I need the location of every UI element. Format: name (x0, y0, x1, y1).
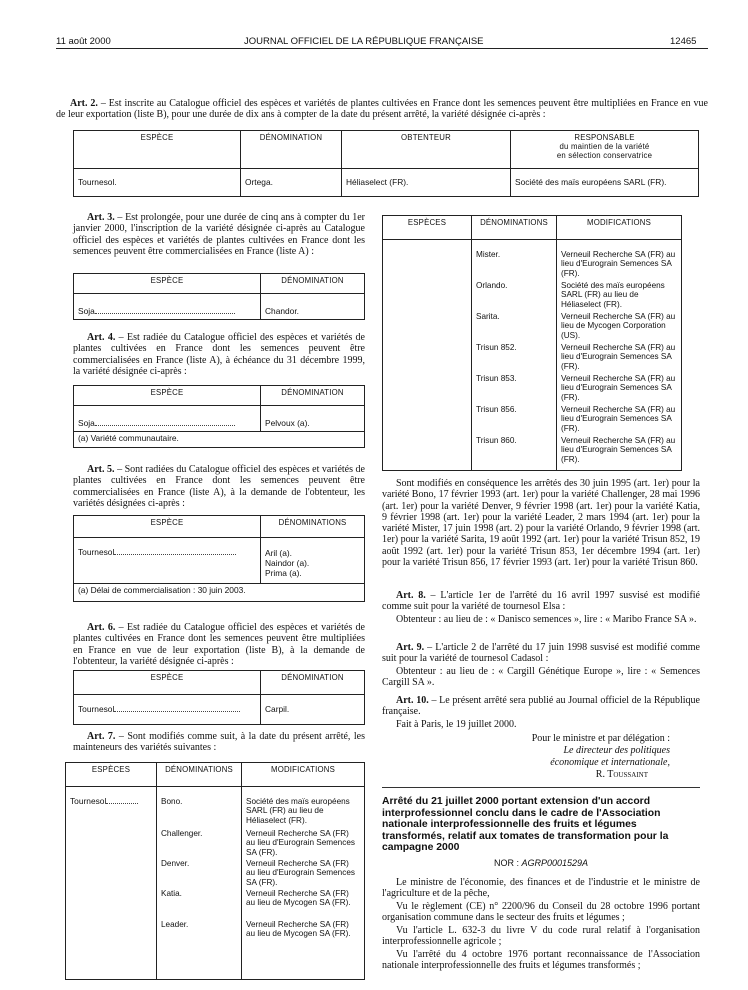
article-6-text: – Est radiée du Catalogue officiel des espèces et variétés de plantes cultivées en France dont les semences peuvent être multipliées en France en vue de leur exportation (liste B), à la demande de l'obtenteur, la variété désignée ci-après : (73, 622, 365, 667)
article-10-text: – Le présent arrêté sera publié au Journal officiel de la République française. (382, 695, 700, 718)
cell-denomination: Pelvoux (a). (261, 406, 365, 432)
cell-modifications: Verneuil Recherche SA (FR) au lieu d'Eurograin Semences SA (FR). Société des maïs européens SARL (FR) au lieu de Héliaselect (FR). Verneuil Recherche SA (FR) au lieu de Mycogen Corporation (US). Verneuil Recherche SA (FR) au lieu d'Eurograin Semences SA (FR). Verneuil Recherche SA (FR) au lieu d'Eurograin Semences SA (FR). Verneuil Recherche SA (FR) au lieu d'Eurograin Semences SA (FR). Verneuil Recherche SA (FR) au lieu d'Eurograin Semences SA (FR). (557, 240, 682, 471)
article-6 (73, 622, 365, 667)
header-page-number: 12465 (670, 36, 697, 47)
table-article-7-continued (382, 215, 682, 471)
table-article-5 (73, 515, 365, 602)
arrete-p3: Vu l'article L. 632-3 du livre V du code rural relatif à l'organisation interprofessionnelle agricole ; (382, 925, 700, 948)
cell-obtenteur: Héliaselect (FR). (342, 169, 511, 197)
col-denomination: DÉNOMINATION (241, 131, 342, 169)
header-title: JOURNAL OFFICIEL DE LA RÉPUBLIQUE FRANÇAISE (244, 36, 484, 47)
col-modifications: MODIFICATIONS (557, 216, 682, 240)
col-espece: ESPÈCE (74, 274, 261, 294)
article-10-label: Art. 10. (396, 695, 429, 706)
col-obtenteur: OBTENTEUR (342, 131, 511, 169)
article-5 (73, 464, 365, 509)
article-5-text: – Sont radiées du Catalogue officiel des espèces et variétés de plantes cultivées en France dont les semences peuvent être commercialisées en France (liste A), à la demande de l'obtenteur, les variétés désignées ci-après : (73, 464, 365, 509)
article-9-sub: Obtenteur : au lieu de : « Cargill Génétique Europe », lire : « Semences Cargill SA ». (382, 666, 700, 689)
signature-line-3: économique et internationale, (550, 757, 670, 768)
article-8-label: Art. 8. (396, 590, 426, 601)
table-article-2 (73, 130, 699, 197)
col-denominations: DÉNOMINATIONS (157, 763, 242, 787)
arrete-title: Arrêté du 21 juillet 2000 portant extension d'un accord interprofessionnel conclu dans le cadre de l'Association nationale interprofessionnelle des fruits et légumes transformés, relatif aux tomates de transformation pour la campagne 2000 (382, 796, 669, 854)
col-denominations: DÉNOMINATIONS (472, 216, 557, 240)
table-footnote: (a) Variété communautaire. (74, 432, 365, 448)
cell-espece: Tournesol. (74, 169, 241, 197)
article-3 (73, 212, 365, 257)
table-footnote: (a) Délai de commercialisation : 30 juin 2003. (74, 584, 365, 602)
signature-name: R. Toussaint (595, 769, 648, 780)
signature-line-2: Le directeur des politiques (563, 745, 670, 756)
article-6-label: Art. 6. (87, 622, 116, 633)
col-denomination: DÉNOMINATION (261, 386, 365, 406)
fait-a-paris: Fait à Paris, le 19 juillet 2000. (396, 719, 517, 730)
arrete-p1: Le ministre de l'économie, des finances et de l'industrie et le ministre de l'agriculture et de la pêche, (382, 877, 700, 900)
col-responsable: RESPONSABLE du maintien de la variété en sélection conservatrice (511, 131, 699, 169)
cell-denominations: Bono. Challenger. Denver. Katia. Leader. (157, 787, 242, 980)
article-2 (56, 98, 708, 121)
cell-espece: Tournesol (66, 787, 157, 980)
article-4-text: – Est radiée du Catalogue officiel des espèces et variétés de plantes cultivées en France dont les semences peuvent être commercialisées en France (liste A), à échéance du 31 décembre 1999, la variété désignée ci-après : (73, 332, 365, 377)
article-3-text: – Est prolongée, pour une durée de cinq ans à compter du 1er janvier 2000, l'inscription de la variété désignée ci-après au Catalogue officiel des espèces et variétés de plantes cultivées en France dont les semences peuvent être commercialisées en France (liste A) : (73, 212, 365, 257)
article-3-label: Art. 3. (87, 212, 115, 223)
header-date: 11 août 2000 (56, 36, 111, 47)
col-denominations: DÉNOMINATIONS (261, 516, 365, 538)
article-5-label: Art. 5. (87, 464, 115, 475)
article-9 (382, 642, 700, 665)
nor-reference: NOR : AGRP0001529A (493, 858, 589, 868)
article-2-label: Art. 2. (70, 98, 98, 109)
arrete-p2: Vu le règlement (CE) n° 2200/96 du Conseil du 28 octobre 1996 portant organisation commune dans le secteur des fruits et légumes ; (382, 901, 700, 924)
col-espece: ESPÈCE (74, 671, 261, 695)
article-8 (382, 590, 700, 613)
cell-denomination: Chandor. (261, 294, 365, 320)
article-7-text: – Sont modifiés comme suit, à la date du présent arrêté, les mainteneurs des variétés suivantes : (73, 731, 365, 754)
col-denomination: DÉNOMINATION (261, 671, 365, 695)
cell-espece: Tournesol (74, 538, 261, 584)
signature-line-1: Pour le ministre et par délégation : (531, 733, 670, 744)
cell-denominations: Aril (a). Naindor (a). Prima (a). (261, 538, 365, 584)
article-4 (73, 332, 365, 377)
section-separator (382, 787, 700, 788)
cell-denomination: Ortega. (241, 169, 342, 197)
cell-modifications: Société des maïs européens SARL (FR) au lieu de Héliaselect (FR). Verneuil Recherche SA (FR) au lieu d'Eurograin Semences SA (FR). Verneuil Recherche SA (FR) au lieu d'Eurograin Semences SA (FR). Verneuil Recherche SA (FR) au lieu de Mycogen SA (FR). Verneuil Recherche SA (FR) au lieu de Mycogen SA (FR). (242, 787, 365, 980)
article-8-text: – L'article 1er de l'arrêté du 16 avril 1997 susvisé est modifié comme suit pour la variété de tournesol Elsa : (382, 590, 700, 613)
article-10 (382, 695, 700, 718)
col-especes: ESPÈCES (383, 216, 472, 240)
arrete-p4: Vu l'arrêté du 4 octobre 1976 portant reconnaissance de l'Association nationale interprofessionnelle des fruits et légumes transformés ; (382, 949, 700, 972)
article-2-text: – Est inscrite au Catalogue officiel des espèces et variétés de plantes cultivées en France dont les semences peuvent être multipliées en France en vue de leur exportation (liste B), pour une durée de dix ans à compter de la date du présent arrêté, la variété désignée ci-après : (56, 98, 708, 121)
cell-espece: Soja (74, 406, 261, 432)
article-7 (73, 731, 365, 754)
cell-responsable: Société des maïs européens SARL (FR). (511, 169, 699, 197)
col-denomination: DÉNOMINATION (261, 274, 365, 294)
col-especes: ESPÈCES (66, 763, 157, 787)
col-espece: ESPÈCE (74, 516, 261, 538)
article-7-label: Art. 7. (87, 731, 116, 742)
cell-espece (383, 240, 472, 471)
col-modifications: MODIFICATIONS (242, 763, 365, 787)
article-4-label: Art. 4. (87, 332, 116, 343)
table-article-4 (73, 385, 365, 448)
article-9-text: – L'article 2 de l'arrêté du 17 juin 1998 susvisé est modifié comme suit pour la variété de tournesol Cadasol : (382, 642, 700, 665)
col-espece: ESPÈCE (74, 386, 261, 406)
modifications-paragraph: Sont modifiés en conséquence les arrêtés des 30 juin 1995 (art. 1er) pour la variété Bono, 17 février 1993 (art. 1er) pour la variété Challenger, 28 mai 1996 (art. 1er) pour la variété Denver, 9 février 1998 (art. 1er) pour la variété Katia, 9 février 1998 (art. 1er) pour la variété Leader, 2 mars 1994 (art. 1er) pour la variété Mister, 17 juin 1998 (art. 2) pour la variété Orlando, 9 février 1998 (art. 1er) pour la variété Sarita, 19 août 1992 (art. 1er) pour la variété Trisun 852, 19 août 1992 (art. 1er) pour la variété Trisun 853, 1er décembre 1994 (art. 1er) pour la variété Trisun 856, 17 février 1993 (art. 1er) pour la variété Trisun 860. (382, 478, 700, 569)
article-9-label: Art. 9. (396, 642, 425, 653)
signature-block (382, 733, 670, 781)
header-rule (56, 48, 708, 49)
cell-espece: Soja (74, 294, 261, 320)
table-article-3 (73, 273, 365, 320)
table-article-7 (65, 762, 365, 980)
cell-denominations: Mister. Orlando. Sarita. Trisun 852. Trisun 853. Trisun 856. Trisun 860. (472, 240, 557, 471)
cell-denomination: Carpil. (261, 695, 365, 725)
cell-espece: Tournesol (74, 695, 261, 725)
col-espece: ESPÈCE (74, 131, 241, 169)
article-8-sub: Obtenteur : au lieu de : « Danisco semences », lire : « Maribo France SA ». (396, 614, 697, 625)
table-article-6 (73, 670, 365, 725)
